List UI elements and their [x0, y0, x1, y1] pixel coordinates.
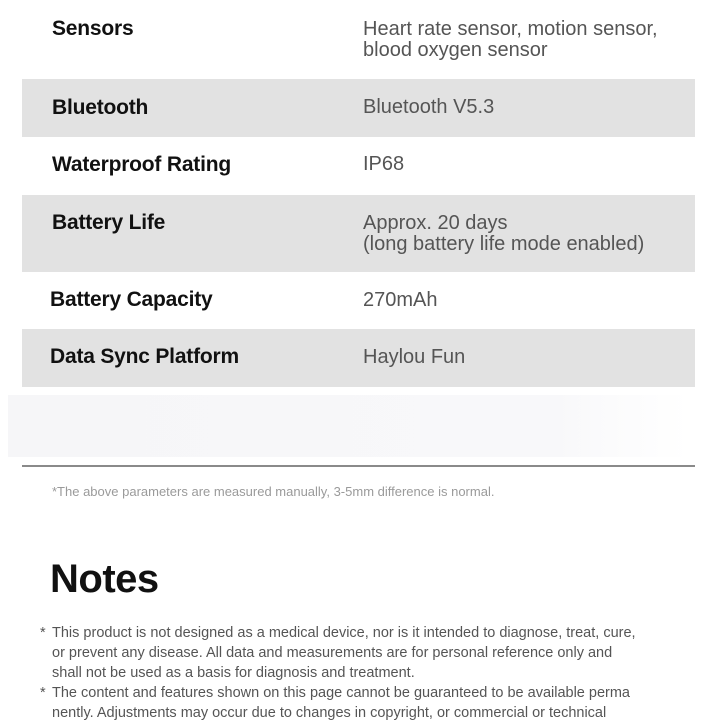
spec-label: Waterproof Rating [52, 153, 231, 176]
spec-value-line: Heart rate sensor, motion sensor, [363, 18, 658, 40]
notes-heading: Notes [50, 557, 159, 601]
note-item [40, 623, 680, 683]
spec-value [363, 213, 644, 255]
spec-value-line: Haylou Fun [363, 346, 466, 368]
asterisk-mark: * [40, 685, 46, 701]
asterisk-mark: * [40, 625, 46, 641]
note-line: The content and features shown on this page cannot be guaranteed to be available perma [52, 685, 630, 701]
spec-label: Sensors [52, 17, 134, 40]
spec-row-bluetooth [22, 79, 695, 137]
spec-value [363, 347, 465, 368]
spec-value [363, 19, 658, 61]
spec-value-line: Bluetooth V5.3 [363, 96, 495, 118]
note-line: or prevent any disease. All data and measurements are for personal reference only and [52, 645, 613, 661]
divider [22, 465, 695, 467]
spec-value-line: (long battery life mode enabled) [363, 233, 645, 255]
measurement-footnote: *The above parameters are measured manually, 3-5mm difference is normal. [52, 484, 495, 499]
spec-value [363, 290, 438, 311]
spec-label: Battery Capacity [50, 288, 213, 311]
spec-value-line: blood oxygen sensor [363, 39, 548, 61]
note-line: This product is not designed as a medical device, nor is it intended to diagnose, treat, cure, [52, 625, 636, 641]
spec-value-line: IP68 [363, 153, 405, 175]
spec-label: Battery Life [52, 211, 166, 234]
spec-value-line: 270mAh [363, 289, 438, 311]
spec-label: Data Sync Platform [50, 345, 239, 368]
spec-row-sensors [22, 0, 695, 79]
spec-value [363, 97, 494, 118]
spec-row-battery-life [22, 195, 695, 272]
spec-row-waterproof [22, 137, 695, 195]
blank-fade-area [8, 395, 688, 457]
note-item [40, 683, 680, 720]
note-line: nently. Adjustments may occur due to changes in copyright, or commercial or technical [52, 705, 607, 720]
spec-table [22, 0, 695, 387]
spec-row-data-sync [22, 329, 695, 387]
spec-row-battery-capacity [22, 272, 695, 329]
notes-list [40, 623, 680, 720]
spec-value-line: Approx. 20 days [363, 212, 508, 234]
note-line: shall not be used as a basis for diagnosis and treatment. [52, 665, 415, 681]
spec-value [363, 154, 404, 175]
spec-label: Bluetooth [52, 96, 149, 119]
